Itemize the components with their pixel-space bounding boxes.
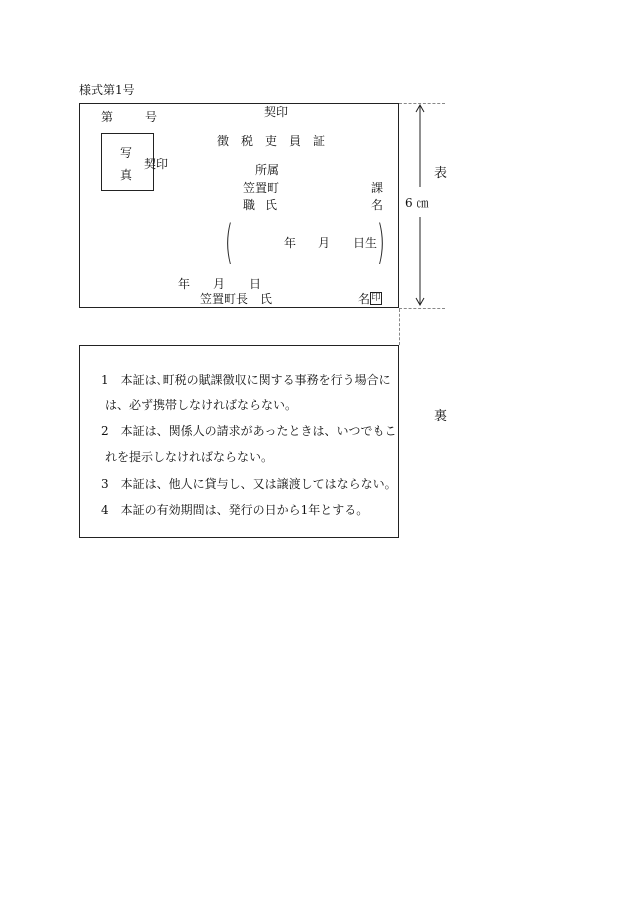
- note-line: は、必ず携帯しなければならない。: [105, 398, 298, 412]
- form-number: 様式第1号: [79, 83, 135, 97]
- tally-seal-top: 契印: [264, 105, 289, 119]
- note-line: 4 本証の有効期間は、発行の日から1年とする。: [101, 503, 369, 517]
- town-name: 笠置町: [243, 181, 280, 195]
- note-line: れを提示しなければならない。: [105, 450, 274, 464]
- issue-month: 月: [213, 277, 226, 291]
- photo-label-1: 写: [120, 146, 133, 160]
- position-label: 職: [243, 198, 256, 212]
- note-line: 1 本証は､町税の賦課徴収に関する事務を行う場合に: [101, 373, 391, 387]
- official-seal-box: 印: [371, 293, 381, 303]
- number-prefix: 第: [101, 110, 114, 124]
- back-side-label: 裏: [434, 409, 448, 424]
- issue-year: 年: [178, 277, 191, 291]
- left-parenthesis: (: [224, 215, 234, 269]
- card-title: 徴 税 吏 員 証: [217, 134, 326, 148]
- connector-guide-line: [399, 309, 400, 345]
- front-side-label: 表: [434, 166, 448, 181]
- issuer-title: 笠置町長 氏: [200, 292, 273, 306]
- number-suffix: 号: [145, 110, 158, 124]
- note-line: 2 本証は、関係人の請求があったときは、いつでもこ: [101, 424, 397, 438]
- right-parenthesis: ): [376, 215, 386, 269]
- surname-label: 氏: [265, 198, 278, 212]
- birth-day: 日生: [353, 236, 378, 250]
- issuer-name-suffix: 名: [358, 292, 371, 306]
- birth-month: 月: [318, 236, 331, 250]
- affiliation-label: 所属: [255, 163, 280, 177]
- photo-tally-seal: 契印: [144, 157, 169, 171]
- name-suffix: 名: [371, 198, 384, 212]
- section-suffix: 課: [371, 181, 384, 195]
- dimension-label: 6 ㎝: [405, 196, 429, 210]
- issue-day: 日: [249, 277, 262, 291]
- birth-year: 年: [284, 236, 297, 250]
- photo-label-2: 真: [120, 168, 133, 182]
- note-line: 3 本証は、他人に貸与し、又は譲渡してはならない。: [101, 477, 397, 491]
